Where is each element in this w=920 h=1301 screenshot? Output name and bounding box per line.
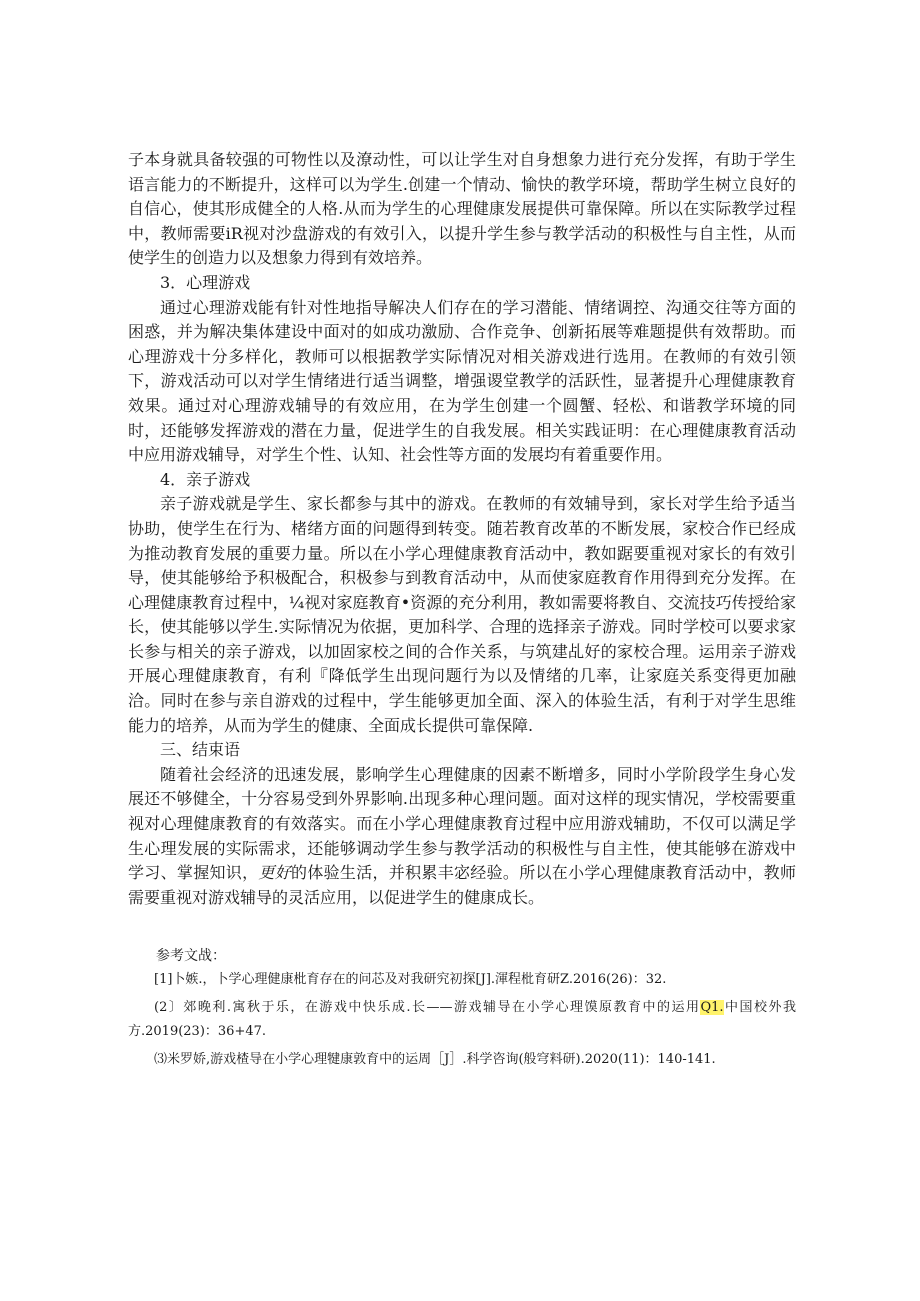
paragraph-sandplay-continued: 子本身就具备较强的可物性以及潦动性，可以让学生对自身想象力进行充分发挥，有助于学生语言能力的不断提升，这样可以为学生.创建一个情动、愉快的教学环境，帮助学生树立良好的自信心，使其形成健全的人格.从而为学生的心理健康发展提供可靠保障。所以在实际教学过程中，教师需要iR视对沙盘游戏的有效引入，以提升学生参与教学活动的积极性与自主性，从而使学生的创造力以及想象力得到有效培养。 (128, 150, 796, 268)
reference-2-text-b: 中国校外我方.2019(23)：36+47. (128, 1000, 796, 1039)
reference-1: [1]卜嫉.，卜学心理健康枇育存在的问芯及对我研究初探[J].渾程枇育研Z.2016(26)：32. (154, 972, 667, 987)
paragraph-psych-game: 通过心理游戏能有针对性地指导解决人们存在的学习潜能、情绪调控、沟通交往等方面的困惑，并为解决集体建设中面对的如成功激励、合作竞争、创新拓展等难题提供有效帮助。而心理游戏十分多样化，教师可以根据教学实际情况对相关游戏进行选用。在教师的有效引领下，游戏活动可以对学生情绪进行适当调整，增强谡堂教学的活跃性，显著提升心理健康教育效果。通过对心理游戏辅导的有效应用，在为学生创建一个圆蟹、轻松、和谐教学环境的同时，还能够发挥游戏的潜在力量，促进学生的自我发展。相关实践证明：在心理健康教育活动中应用游戏辅导，对学生个性、认知、社会性等方面的发展均有着重要作用。 (128, 297, 796, 465)
paragraph-conclusion (128, 763, 796, 911)
conclusion-text-b: 的体验生活，并积累丰宓经验。所以在小学心理健康教育活动中，教师需要重视对游戏辅导的灵活应用，以促进学生的健康成长。 (128, 863, 796, 907)
reference-3: ⑶米罗娇,游戏楂导在小学心理犍康敦育中的运周［J］.科学咨询(般穹料研).2020(11)：140-141. (154, 1052, 716, 1067)
reference-2-highlight: Q1. (700, 1000, 724, 1015)
reference-2 (128, 996, 796, 1044)
heading-psych-game: 3．心理游戏 (160, 272, 251, 292)
conclusion-text-a: 随着社会经济的迅速发展，影响学生心理健康的因素不断增多，同时小学阶段学生身心发展还不够健全，十分容易受到外界影响.出现多种心理问题。面对这样的现实情况，学校需要重视对心理健康教育的有效落实。而在小学心理健康教育过程中应用游戏辅助，不仅可以满足学生心理发展的实际需求，还能够调动学生参与教学活动的积极性与自主性，使其能够在游戏中学习、掌握知识， (128, 764, 796, 883)
conclusion-text-italic: 更好 (258, 863, 292, 883)
reference-2-text-a: (2〕郊晚利.寓秋于乐，在游戏中快乐成.长——游戏辅导在小学心理馍原教育中的运用 (154, 1000, 701, 1015)
references (128, 944, 796, 1076)
references-title: 参考文战： (156, 948, 226, 964)
heading-parent-child-game: 4．亲子游戏 (160, 469, 251, 489)
body-text (128, 148, 796, 910)
paragraph-parent-child-game: 亲子游戏就是学生、家长都参与其中的游戏。在教师的有效辅导到，家长对学生给予适当协助，使学生在行为、楮绪方面的问题得到转变。随若教育改革的不断发展，家校合作已经成为推动教育发展的重要力量。所以在小学心理健康教育活动中，教如踞要重视对家长的有效引导，使其能够给予积极配合，积极参与到教育活动中，从而使家庭教育作用得到充分发挥。在心理健康教育过程中，¼视对家庭教育•资源的充分利用，教如需要将教自、交流技巧传授给家长，使其能够以学生.实际情况为依据，更加科学、合理的选择亲子游戏。同时学校可以要求家长参与相关的亲子游戏，以加固家校之间的合作关系，与筑建乩好的家校合理。运用亲子游戏开展心理健康教育，有利『降低学生出现问题行为以及情绪的几率，让家庭关系变得更加融洽。同时在参与亲自游戏的过程中，学生能够更加全面、深入的体验生活，有利于对学生思维能力的培养，从而为学生的健康、全面成长提供可靠保障. (128, 494, 796, 735)
heading-conclusion: 三、结束语 (160, 740, 241, 760)
